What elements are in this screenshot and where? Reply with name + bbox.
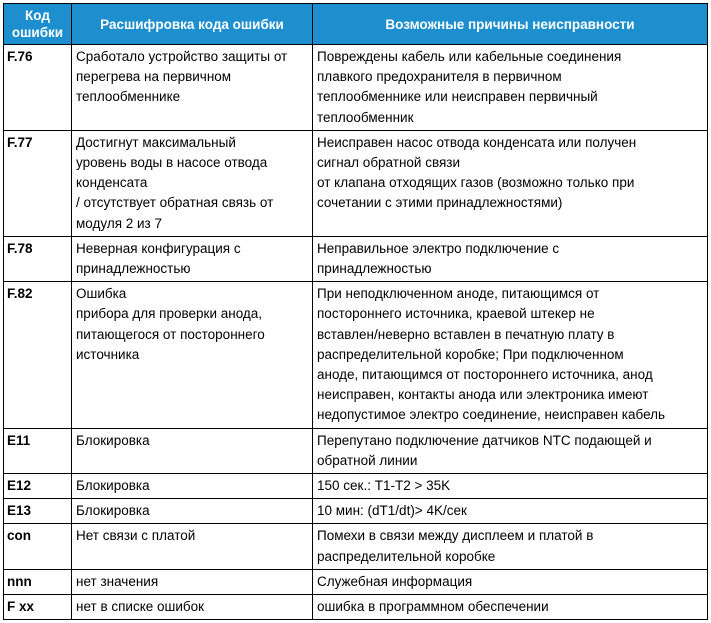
error-code: F.78 <box>4 236 72 281</box>
error-cause: 150 сек.: T1-T2 > 35K <box>313 474 708 499</box>
error-cause: Неправильное электро подключение с принадлежностью <box>313 236 708 281</box>
table-row <box>4 474 708 499</box>
error-code: F.76 <box>4 45 72 131</box>
error-code: F.77 <box>4 130 72 236</box>
error-cause: Помехи в связи между дисплеем и платой в распределительной коробке <box>313 524 708 569</box>
error-code: E11 <box>4 428 72 473</box>
error-description: Ошибка прибора для проверки анода, питающегося от постороннего источника <box>72 282 313 428</box>
table-row <box>4 524 708 569</box>
error-codes-table <box>3 3 708 620</box>
error-description: Блокировка <box>72 428 313 473</box>
error-cause: Служебная информация <box>313 569 708 594</box>
header-code: Код ошибки <box>4 4 72 45</box>
error-description: Блокировка <box>72 499 313 524</box>
error-code: F xx <box>4 595 72 620</box>
table-row <box>4 130 708 236</box>
header-description: Расшифровка кода ошибки <box>72 4 313 45</box>
error-cause: При неподключенном аноде, питающимся от постороннего источника, краевой штекер не вставлен/неверно вставлен в печатную плату в распределительной коробке; При подключенном аноде, питающимся от постороннего источника, анод неисправен, контакты анода или электроника имеют недопустимое электро соединение, неисправен кабель <box>313 282 708 428</box>
table-row <box>4 236 708 281</box>
error-description: Нет связи с платой <box>72 524 313 569</box>
error-description: нет в списке ошибок <box>72 595 313 620</box>
error-code: con <box>4 524 72 569</box>
error-code: nnn <box>4 569 72 594</box>
error-cause: ошибка в программном обеспечении <box>313 595 708 620</box>
table-row <box>4 282 708 428</box>
error-cause: Неисправен насос отвода конденсата или получен сигнал обратной связи от клапана отходящих газов (возможно только при сочетании с этими принадлежностями) <box>313 130 708 236</box>
error-code: E12 <box>4 474 72 499</box>
error-description: Блокировка <box>72 474 313 499</box>
table-row <box>4 595 708 620</box>
header-causes: Возможные причины неисправности <box>313 4 708 45</box>
error-code: F.82 <box>4 282 72 428</box>
table-row <box>4 45 708 131</box>
error-code: E13 <box>4 499 72 524</box>
table-row <box>4 499 708 524</box>
error-cause: Повреждены кабель или кабельные соединения плавкого предохранителя в первичном теплообменнике или неисправен первичный теплообменник <box>313 45 708 131</box>
table-row <box>4 428 708 473</box>
error-cause: 10 мин: (dT1/dt)> 4K/сек <box>313 499 708 524</box>
error-cause: Перепутано подключение датчиков NTC подающей и обратной линии <box>313 428 708 473</box>
header-row <box>4 4 708 45</box>
error-description: Достигнут максимальный уровень воды в насосе отвода конденсата / отсутствует обратная связь от модуля 2 из 7 <box>72 130 313 236</box>
table-row <box>4 569 708 594</box>
error-description: нет значения <box>72 569 313 594</box>
error-description: Сработало устройство защиты от перегрева на первичном теплообменнике <box>72 45 313 131</box>
error-description: Неверная конфигурация с принадлежностью <box>72 236 313 281</box>
